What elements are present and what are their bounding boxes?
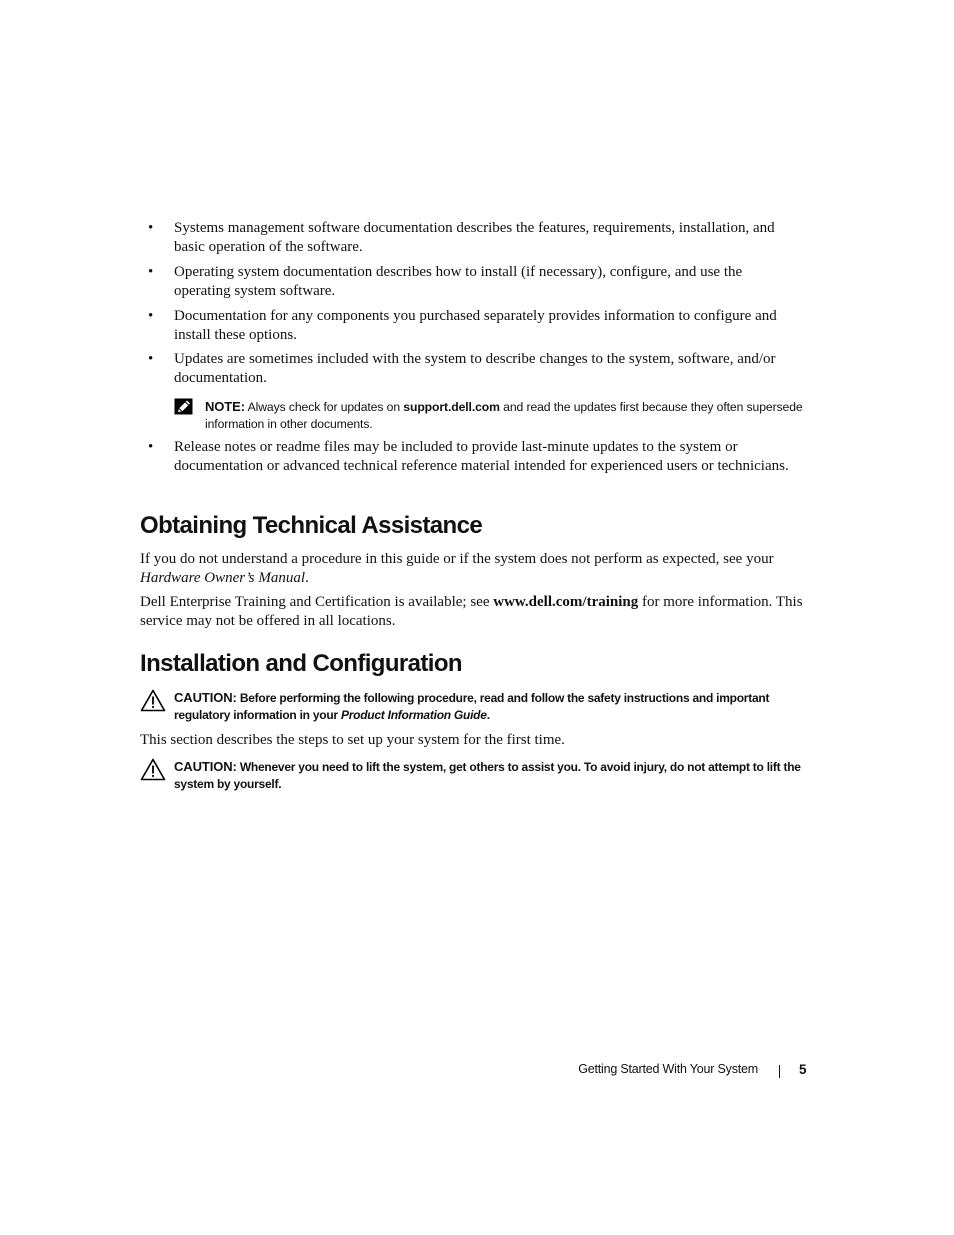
caution-text (174, 758, 814, 793)
caution-text-body: Whenever you need to lift the system, get others to assist you. To avoid injury, do not attempt to lift the system by yourself. (174, 760, 801, 791)
list-item-text: Release notes or readme files may be included to provide last-minute updates to the system or documentation or advanced technical reference material intended for experienced users or technicians. (174, 439, 789, 474)
list-item-text: Systems management software documentation describes the features, requirements, installation, and basic operation of the software. (174, 220, 775, 255)
assistance-paragraph-1-end: . (305, 569, 309, 586)
note-label: NOTE: (205, 399, 245, 414)
install-paragraph: This section describes the steps to set up your system for the first time. (140, 732, 565, 748)
bullet-symbol: • (148, 264, 154, 280)
bullet-symbol: • (148, 220, 154, 236)
list-item-text: Documentation for any components you purchased separately provides information to configure and install these options. (174, 308, 777, 343)
caution-label: CAUTION: (174, 759, 237, 774)
caution-triangle-icon (140, 689, 166, 712)
bullet-symbol: • (148, 351, 154, 367)
footer-title: Getting Started With Your System (578, 1062, 758, 1076)
bullet-symbol: • (148, 308, 154, 324)
section-heading-assistance: Obtaining Technical Assistance (140, 512, 483, 539)
assistance-paragraph-2-end: for more information. This service may not be offered in all locations. (140, 594, 803, 629)
caution-text-after: . (486, 708, 490, 722)
footer-divider (779, 1065, 780, 1078)
caution-triangle-icon (140, 758, 166, 781)
caution-label: CAUTION: (174, 690, 237, 705)
list-item-text: Updates are sometimes included with the system to describe changes to the system, software, and/or documentation. (174, 351, 776, 386)
note-text-before: Always check for updates on (244, 400, 404, 414)
bullet-symbol: • (148, 439, 154, 455)
list-item-text: Operating system documentation describes how to install (if necessary), configure, and use the operating system software. (174, 264, 743, 299)
page-footer (560, 1062, 820, 1082)
section-heading-install: Installation and Configuration (140, 650, 462, 677)
assistance-paragraph-1-text: If you do not understand a procedure in this guide or if the system does not perform as expected, see your (140, 551, 774, 567)
training-link[interactable]: www.dell.com/training (493, 594, 639, 610)
note-text (205, 398, 805, 433)
manual-title: Hardware Owner’s Manual (140, 569, 306, 586)
caution-text (174, 689, 814, 724)
note-pencil-icon (174, 398, 194, 416)
assistance-paragraph-1 (140, 550, 780, 587)
caution-text-before: Before performing the following procedure, read and follow the safety instructions and important regulatory information in your (174, 691, 770, 722)
page-number: 5 (799, 1062, 807, 1077)
assistance-paragraph-2-text: Dell Enterprise Training and Certification is available; see (140, 594, 494, 610)
support-link[interactable]: support.dell.com (403, 400, 500, 414)
guide-title: Product Information Guide (340, 708, 487, 722)
assistance-paragraph-2 (140, 593, 820, 630)
note-text-after: and read the updates first because they often supersede information in other documents. (205, 400, 803, 431)
